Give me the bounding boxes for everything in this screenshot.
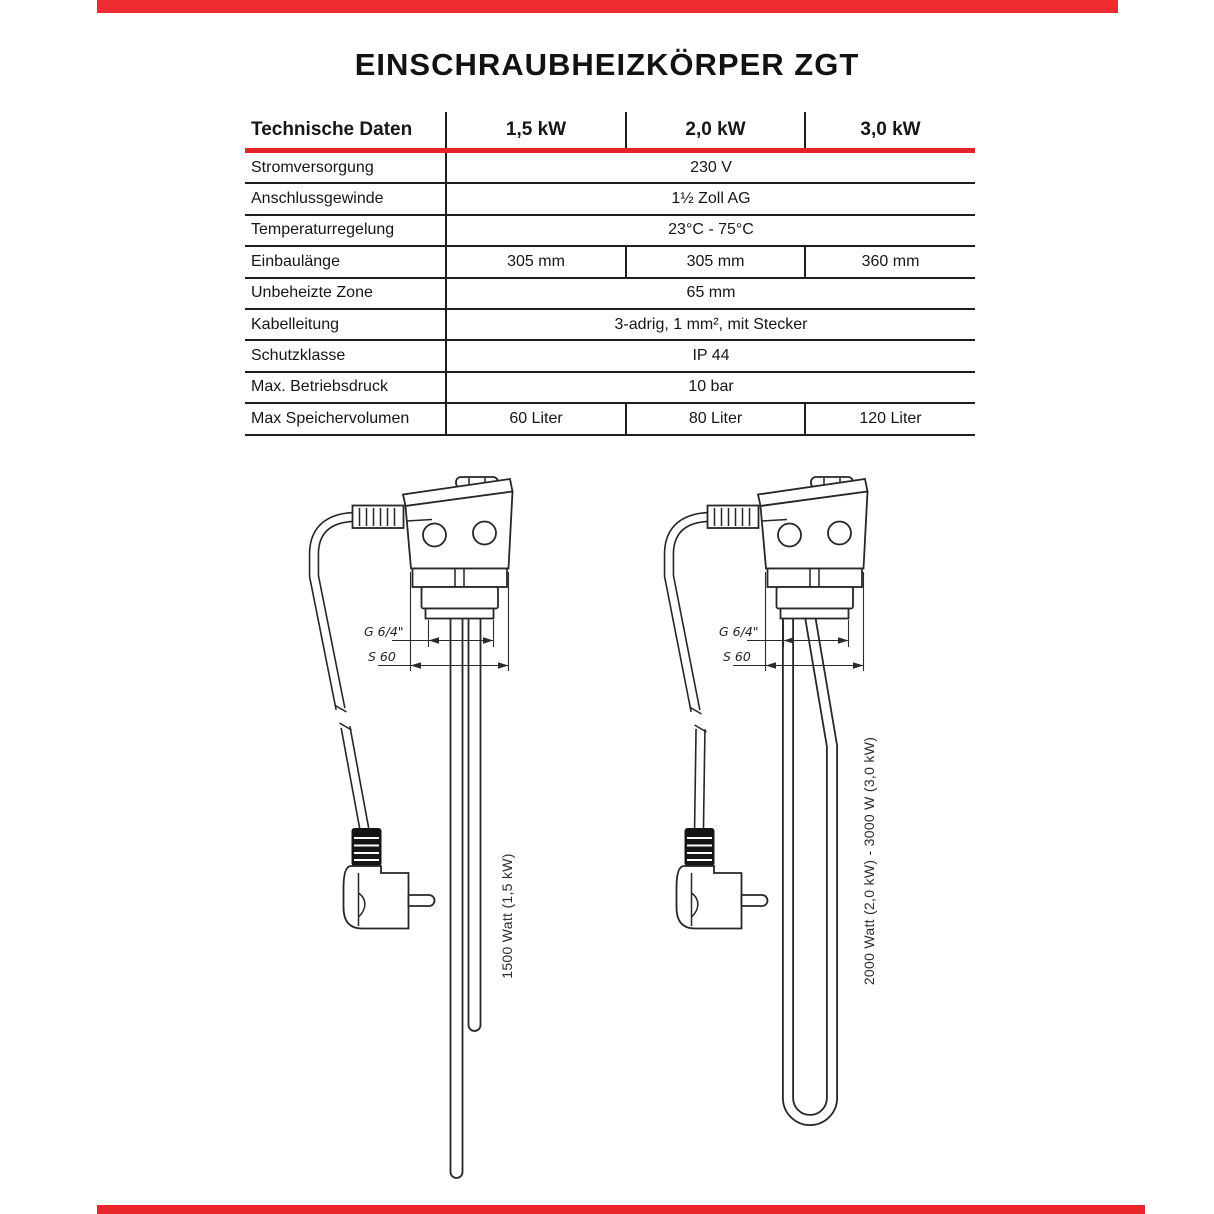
heating-rod-long [451, 612, 463, 1178]
bottom-red-bar [97, 1205, 1145, 1214]
row-value: IP 44 [445, 341, 975, 370]
row-value: 120 Liter [804, 404, 975, 433]
row-value: 60 Liter [445, 404, 625, 433]
row-value: 305 mm [625, 247, 804, 276]
heating-rod-short [469, 612, 481, 1031]
power-caption-left: 1500 Watt (1,5 kW) [499, 853, 515, 979]
row-label: Temperaturregelung [251, 221, 395, 239]
row-label: Max. Betriebsdruck [251, 378, 388, 396]
row-value: 23°C - 75°C [445, 216, 975, 245]
power-caption-right: 2000 Watt (2,0 kW) - 3000 W (3,0 kW) [861, 736, 877, 986]
power-plug-left [344, 828, 435, 929]
row-label: Schutzklasse [251, 347, 346, 365]
row-value: 1½ Zoll AG [445, 184, 975, 213]
heater-head-left [353, 477, 513, 619]
cable-fill [346, 727, 365, 830]
table-header-col-3: 3,0 kW [804, 112, 975, 148]
row-label: Unbeheizte Zone [251, 284, 373, 302]
u-tube-fill [788, 612, 832, 1120]
heater-drawing-right [669, 477, 868, 1120]
power-plug-right [677, 828, 768, 929]
row-label: Einbaulänge [251, 252, 340, 270]
row-value: 360 mm [804, 247, 975, 276]
row-value: 305 mm [445, 247, 625, 276]
row-value: 3-adrig, 1 mm², mit Stecker [445, 310, 975, 339]
row-label: Stromversorgung [251, 158, 374, 176]
heater-head-right [708, 477, 868, 619]
table-header-col-2: 2,0 kW [625, 112, 804, 148]
row-label: Anschlussgewinde [251, 190, 384, 208]
table-header-col-1: 1,5 kW [445, 112, 625, 148]
row-value: 65 mm [445, 279, 975, 308]
heater-drawing-left [314, 477, 513, 1178]
table-header-label: Technische Daten [251, 119, 413, 140]
page-title: EINSCHRAUBHEIZKÖRPER ZGT [354, 47, 860, 82]
row-label: Max Speichervolumen [251, 409, 410, 427]
cable-fill [699, 729, 701, 830]
row-value: 10 bar [445, 373, 975, 402]
row-value: 230 V [445, 153, 975, 182]
row-label: Kabelleitung [251, 315, 340, 333]
row-value: 80 Liter [625, 404, 804, 433]
